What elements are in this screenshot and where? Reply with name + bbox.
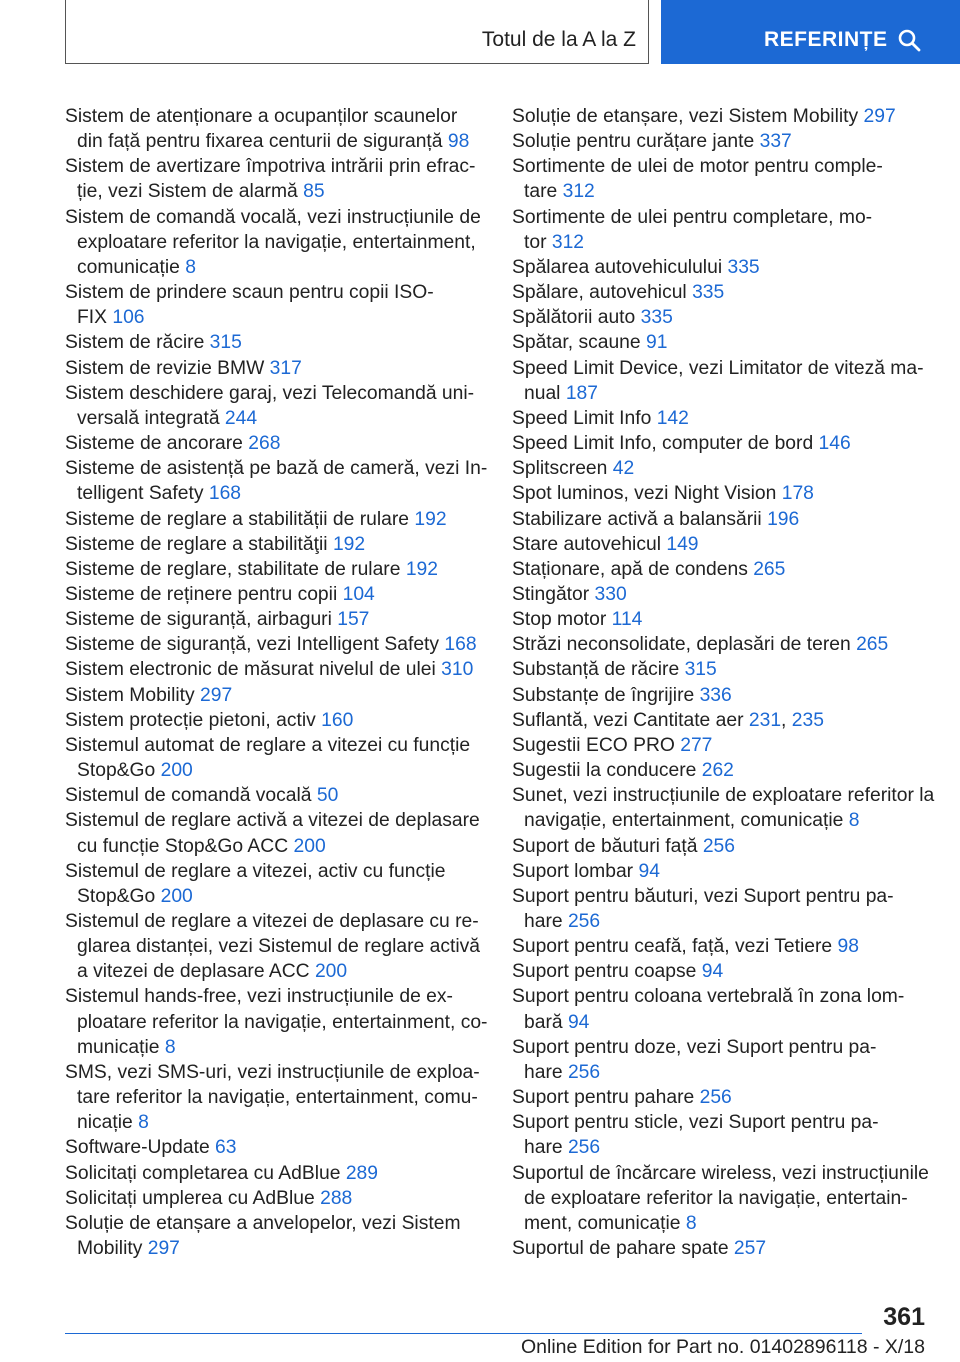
index-entry-text: Spălare, autovehicul bbox=[512, 282, 693, 304]
search-icon[interactable] bbox=[897, 28, 921, 52]
index-entry bbox=[512, 154, 942, 204]
index-entry bbox=[512, 431, 942, 456]
index-entry-text: Sortimente de ulei de motor pentru comple- tare bbox=[512, 156, 883, 203]
page-link[interactable]: 168 bbox=[208, 483, 242, 505]
page-link[interactable]: 50 bbox=[316, 785, 339, 807]
index-entry-text: Suport de băuturi față bbox=[512, 835, 703, 857]
page-link[interactable]: 149 bbox=[666, 533, 699, 555]
index-entry-text: Spot luminos, vezi Night Vision bbox=[512, 483, 782, 505]
page-link[interactable]: 257 bbox=[733, 1238, 767, 1260]
index-entry-text: Sistem de prindere scaun pentru copii ISO- FIX bbox=[65, 282, 434, 329]
page-link[interactable]: 8 bbox=[848, 810, 860, 832]
index-entry bbox=[65, 657, 485, 682]
index-entry-text: Sistemul automat de reglare a vitezei cu funcție Stop&Go bbox=[65, 734, 471, 782]
index-entry bbox=[512, 129, 942, 154]
page-link[interactable]: 192 bbox=[405, 558, 438, 580]
page-link[interactable]: 256 bbox=[567, 1061, 601, 1083]
index-entry bbox=[65, 456, 488, 506]
index-entry-text: Sistemul de reglare activă a vitezei de deplasare cu funcție Stop&Go ACC bbox=[65, 810, 480, 857]
index-entry bbox=[512, 1161, 942, 1236]
index-entry bbox=[512, 456, 942, 481]
index-entry bbox=[512, 330, 942, 355]
index-entry-text: Speed Limit Device, vezi Limitator de viteză ma- nual bbox=[512, 357, 924, 404]
index-entry bbox=[512, 1236, 942, 1261]
index-entry-text: Suport pentru coapse bbox=[512, 961, 702, 983]
index-entry bbox=[65, 205, 485, 280]
index-entry bbox=[512, 532, 942, 557]
section-title: Totul de la A la Z bbox=[481, 28, 636, 51]
index-entry-text: Sisteme de reglare a stabilităţii bbox=[65, 533, 333, 555]
page-link[interactable]: 8 bbox=[138, 1112, 149, 1134]
page-link[interactable]: 94 bbox=[567, 1011, 590, 1033]
index-entry bbox=[65, 783, 485, 808]
page-link[interactable]: 94 bbox=[701, 961, 724, 983]
index-entry bbox=[65, 733, 485, 783]
page-link[interactable]: 268 bbox=[248, 433, 281, 455]
index-entry bbox=[65, 381, 485, 431]
index-entry-text: Substanțe de îngrijire bbox=[512, 684, 700, 706]
index-entry-text: Sisteme de siguranță, airbaguri bbox=[65, 609, 338, 631]
index-entry-text: Solicitați umplerea cu AdBlue bbox=[65, 1187, 321, 1209]
index-entry bbox=[512, 783, 942, 833]
index-entry bbox=[512, 859, 942, 884]
header-section-box bbox=[65, 0, 649, 64]
index-entry bbox=[65, 607, 485, 632]
index-entry-text: Staționare, apă de condens bbox=[512, 558, 754, 580]
index-entry-text: Sistemul de reglare a vitezei, activ cu funcție Stop&Go bbox=[65, 860, 446, 907]
footer-divider bbox=[65, 1333, 862, 1334]
page-link[interactable]: 104 bbox=[342, 583, 375, 605]
index-entry bbox=[65, 532, 485, 557]
index-entry-text: Suportul de încărcare wireless, vezi instrucțiunile de exploatare referitor la navigație, entertain- ment, comunicație bbox=[512, 1162, 929, 1234]
footer-edition: Online Edition for Part no. 01402896118 - X/18 bbox=[521, 1336, 925, 1358]
page-link[interactable]: 114 bbox=[611, 609, 643, 631]
index-entry bbox=[512, 884, 942, 934]
page-link[interactable]: 312 bbox=[551, 231, 585, 253]
page-link[interactable]: 335 bbox=[640, 307, 673, 329]
index-entry bbox=[512, 305, 942, 330]
index-entry-text: Soluție pentru curățare jante bbox=[512, 131, 760, 153]
index-entry bbox=[65, 154, 485, 204]
index-entry bbox=[65, 431, 485, 456]
index-entry bbox=[65, 1161, 485, 1186]
index-entry-text: Sisteme de reținere pentru copii bbox=[65, 583, 343, 605]
index-entry-text: SMS, vezi SMS-uri, vezi instrucțiunile de exploa- tare referitor la navigație, entertainment, comu- nicație bbox=[65, 1061, 480, 1134]
index-entry-text: Sistem de revizie BMW bbox=[65, 357, 270, 379]
page-link[interactable]: 310 bbox=[441, 659, 474, 681]
index-entry-text: Suport pentru ceafă, față, vezi Tetiere bbox=[512, 936, 838, 958]
index-entry-text: Suport pentru coloana vertebrală în zona lom- bară bbox=[512, 986, 905, 1033]
page-link[interactable]: 94 bbox=[638, 860, 660, 882]
page-link[interactable]: 288 bbox=[320, 1187, 353, 1209]
page-link[interactable]: 256 bbox=[699, 1087, 732, 1109]
page-link[interactable]: 157 bbox=[337, 609, 370, 631]
index-entry bbox=[65, 808, 485, 858]
index-entry bbox=[512, 984, 942, 1034]
page-link[interactable]: 178 bbox=[781, 483, 814, 505]
index-entry-text: Stingător bbox=[512, 583, 595, 605]
index-entry-text: Substanță de răcire bbox=[512, 659, 685, 681]
page-link[interactable]: 200 bbox=[160, 885, 193, 907]
index-entry bbox=[65, 632, 485, 657]
page-link[interactable]: 91 bbox=[646, 332, 668, 354]
index-entry-text: Stabilizare activă a balansării bbox=[512, 508, 768, 530]
index-entry-text: Suflantă, vezi Cantitate aer bbox=[512, 709, 749, 731]
index-entry-text: Suportul de pahare spate bbox=[512, 1238, 734, 1260]
page-link[interactable]: 265 bbox=[753, 558, 786, 580]
page-link[interactable]: 8 bbox=[685, 1212, 697, 1234]
index-entry-text: Sistem de atenționare a ocupanților scaunelor din față pentru fixarea centurii de siguranță bbox=[65, 106, 458, 153]
index-entry-text: Sisteme de reglare a stabilității de rulare bbox=[65, 508, 415, 530]
index-entry-text: Sistem Mobility bbox=[65, 684, 200, 706]
index-entry bbox=[512, 557, 942, 582]
index-entry-text: Soluție de etanșare a anvelopelor, vezi Sistem Mobility bbox=[65, 1212, 461, 1260]
index-entry bbox=[512, 582, 942, 607]
index-entry-text: Spătar, scaune bbox=[512, 332, 646, 354]
page-link[interactable]: 192 bbox=[332, 533, 366, 555]
index-entry-text: Sisteme de ancorare bbox=[65, 433, 249, 455]
index-entry bbox=[512, 507, 942, 532]
page-link[interactable]: 187 bbox=[565, 382, 598, 404]
index-entry bbox=[65, 557, 485, 582]
index-entry-text: Sistem de răcire bbox=[65, 332, 210, 354]
page-link[interactable]: 146 bbox=[818, 433, 851, 455]
index-entry bbox=[65, 683, 485, 708]
page-link[interactable]: 200 bbox=[314, 961, 348, 983]
index-entry bbox=[512, 205, 942, 255]
index-entry-text: Spălătorii auto bbox=[512, 307, 641, 329]
page-link[interactable]: 315 bbox=[684, 659, 717, 681]
index-entry bbox=[512, 607, 942, 632]
page-link[interactable]: 262 bbox=[701, 760, 734, 782]
page-link[interactable]: 8 bbox=[185, 256, 196, 278]
index-entry bbox=[65, 708, 485, 733]
index-entry-text: Speed Limit Info bbox=[512, 407, 657, 429]
index-entry bbox=[65, 859, 485, 909]
index-entry-text: Sistem de avertizare împotriva intrării prin efrac- ție, vezi Sistem de alarmă bbox=[65, 156, 476, 203]
index-entry bbox=[512, 1110, 942, 1160]
page-link[interactable]: 231 bbox=[748, 709, 782, 731]
index-entry bbox=[512, 657, 942, 682]
page-link[interactable]: 196 bbox=[767, 508, 800, 530]
index-entry-text: Străzi neconsolidate, deplasări de teren bbox=[512, 634, 857, 656]
page-link[interactable]: 312 bbox=[562, 181, 595, 203]
index-entry bbox=[65, 984, 488, 1059]
index-entry-text: Sistem de comandă vocală, vezi instrucțiunile de exploatare referitor la navigație, entertainment, comunicație bbox=[65, 206, 481, 278]
page-link[interactable]: 244 bbox=[224, 407, 258, 429]
page-link[interactable]: 317 bbox=[269, 357, 302, 379]
page-link[interactable]: 337 bbox=[759, 131, 792, 153]
page-link[interactable]: 98 bbox=[837, 936, 859, 958]
page-link[interactable]: 42 bbox=[612, 458, 635, 480]
page-link[interactable]: 168 bbox=[444, 634, 477, 656]
page-link[interactable]: 256 bbox=[567, 911, 601, 932]
page-link[interactable]: 289 bbox=[345, 1162, 378, 1184]
index-entry: Suflantă, vezi Cantitate aer 231, 235 bbox=[512, 709, 824, 731]
index-entry bbox=[512, 959, 942, 984]
index-entry bbox=[65, 1211, 485, 1261]
page-number: 361 bbox=[883, 1303, 925, 1331]
index-entry bbox=[512, 934, 942, 959]
index-entry-text: Speed Limit Info, computer de bord bbox=[512, 433, 819, 455]
page-link[interactable]: 200 bbox=[293, 835, 326, 857]
index-entry-text: Stare autovehicul bbox=[512, 533, 667, 555]
index-entry bbox=[65, 507, 485, 532]
index-entry bbox=[65, 330, 485, 355]
index-entry bbox=[65, 1186, 485, 1211]
index-entry-text: Sisteme de siguranță, vezi Intelligent Safety bbox=[65, 634, 445, 656]
index-entry-text: Sistem protecție pietoni, activ bbox=[65, 709, 322, 731]
index-entry-text: Suport pentru doze, vezi Suport pentru pa- hare bbox=[512, 1036, 877, 1083]
index-entry bbox=[512, 834, 942, 859]
page-link[interactable]: 297 bbox=[863, 106, 896, 127]
index-entry-text: Sistemul de reglare a vitezei de deplasare cu re- glarea distanței, vezi Sistemul de reglare activă a vitezei de deplasare ACC bbox=[65, 911, 480, 983]
page-link[interactable]: 335 bbox=[727, 256, 760, 278]
page-link[interactable]: 192 bbox=[414, 508, 447, 530]
index-entry-text: Software-Update bbox=[65, 1137, 216, 1159]
index-entry-text: Suport pentru sticle, vezi Suport pentru pa- hare bbox=[512, 1112, 879, 1159]
index-entry-text: Stop motor bbox=[512, 609, 612, 631]
index-entry-text: Suport lombar bbox=[512, 860, 639, 882]
page-link[interactable]: 256 bbox=[567, 1137, 601, 1159]
index-entry-text: Solicitați completarea cu AdBlue bbox=[65, 1162, 346, 1184]
index-entry bbox=[512, 1035, 942, 1085]
index-entry-text: Suport pentru pahare bbox=[512, 1087, 700, 1109]
index-entry bbox=[65, 280, 485, 330]
index-entry-text: Soluție de etanșare, vezi Sistem Mobility bbox=[512, 106, 864, 127]
index-entry bbox=[65, 1135, 485, 1160]
index-entry bbox=[65, 356, 485, 381]
page-link[interactable]: 8 bbox=[164, 1036, 176, 1058]
index-entry bbox=[512, 683, 942, 708]
index-entry-text: Sunet, vezi instrucțiunile de exploatare referitor la navigație, entertainment, comunicație bbox=[512, 785, 935, 832]
index-entry-text: Sisteme de reglare, stabilitate de rulare bbox=[65, 558, 406, 580]
index-entry-text: Sistemul de comandă vocală bbox=[65, 785, 317, 807]
index-entry bbox=[512, 1085, 942, 1110]
tab-references[interactable] bbox=[661, 0, 960, 64]
page-link[interactable]: 85 bbox=[303, 181, 325, 203]
index-entry bbox=[512, 356, 942, 406]
page-link[interactable]: 277 bbox=[680, 734, 713, 756]
index-entry bbox=[512, 280, 942, 305]
page-link[interactable]: 256 bbox=[702, 835, 735, 857]
page-link[interactable]: 98 bbox=[447, 131, 470, 153]
index-entry-text: Suport pentru băuturi, vezi Suport pentru pa- hare bbox=[512, 885, 894, 932]
page-link[interactable]: 330 bbox=[594, 583, 627, 605]
index-entry bbox=[65, 104, 485, 154]
page-link[interactable]: 297 bbox=[200, 684, 233, 706]
index-entry bbox=[65, 582, 485, 607]
page-link[interactable]: 160 bbox=[321, 709, 354, 731]
index-entry-text: Sistem electronic de măsurat nivelul de ulei bbox=[65, 659, 442, 681]
page-link[interactable]: 106 bbox=[112, 307, 145, 329]
index-entry-text: Splitscreen bbox=[512, 458, 613, 480]
index-entry bbox=[512, 733, 942, 758]
page-link[interactable]: 297 bbox=[147, 1238, 180, 1260]
index-entry-text: Sistem deschidere garaj, vezi Telecomandă uni- versală integrată bbox=[65, 382, 475, 429]
index-entry bbox=[512, 632, 942, 657]
page-link[interactable]: 335 bbox=[692, 282, 725, 304]
page-link[interactable]: 200 bbox=[160, 760, 193, 782]
index-entry bbox=[512, 758, 942, 783]
index-entry bbox=[512, 406, 942, 431]
page-link[interactable]: 315 bbox=[209, 332, 242, 354]
page-link[interactable]: 265 bbox=[856, 634, 889, 656]
index-entry-text: Spălarea autovehiculului bbox=[512, 256, 728, 278]
page-link[interactable]: 235 bbox=[791, 709, 824, 731]
index-entry-text: Sistemul hands-free, vezi instrucțiunile de ex- ploatare referitor la navigație, entertainment, co- municație bbox=[65, 986, 488, 1058]
index-entry-text: Sugestii la conducere bbox=[512, 760, 702, 782]
index-entry bbox=[512, 255, 942, 280]
tab-label: REFERINȚE bbox=[764, 28, 888, 51]
page-link[interactable]: 336 bbox=[699, 684, 732, 706]
index-entry-text: Sugestii ECO PRO bbox=[512, 734, 681, 756]
index-entry bbox=[512, 481, 942, 506]
index-entry bbox=[65, 909, 485, 984]
page-link[interactable]: 142 bbox=[656, 407, 689, 429]
index-column-left bbox=[65, 104, 488, 1261]
index-entry-text: Sortimente de ulei pentru completare, mo- tor bbox=[512, 206, 873, 253]
index-column-right bbox=[512, 104, 942, 1261]
index-entry-text: Sisteme de asistență pe bază de cameră, vezi In- telligent Safety bbox=[65, 458, 488, 505]
index-entry bbox=[512, 104, 942, 129]
page-link[interactable]: 63 bbox=[215, 1137, 237, 1159]
index-entry bbox=[65, 1060, 485, 1135]
